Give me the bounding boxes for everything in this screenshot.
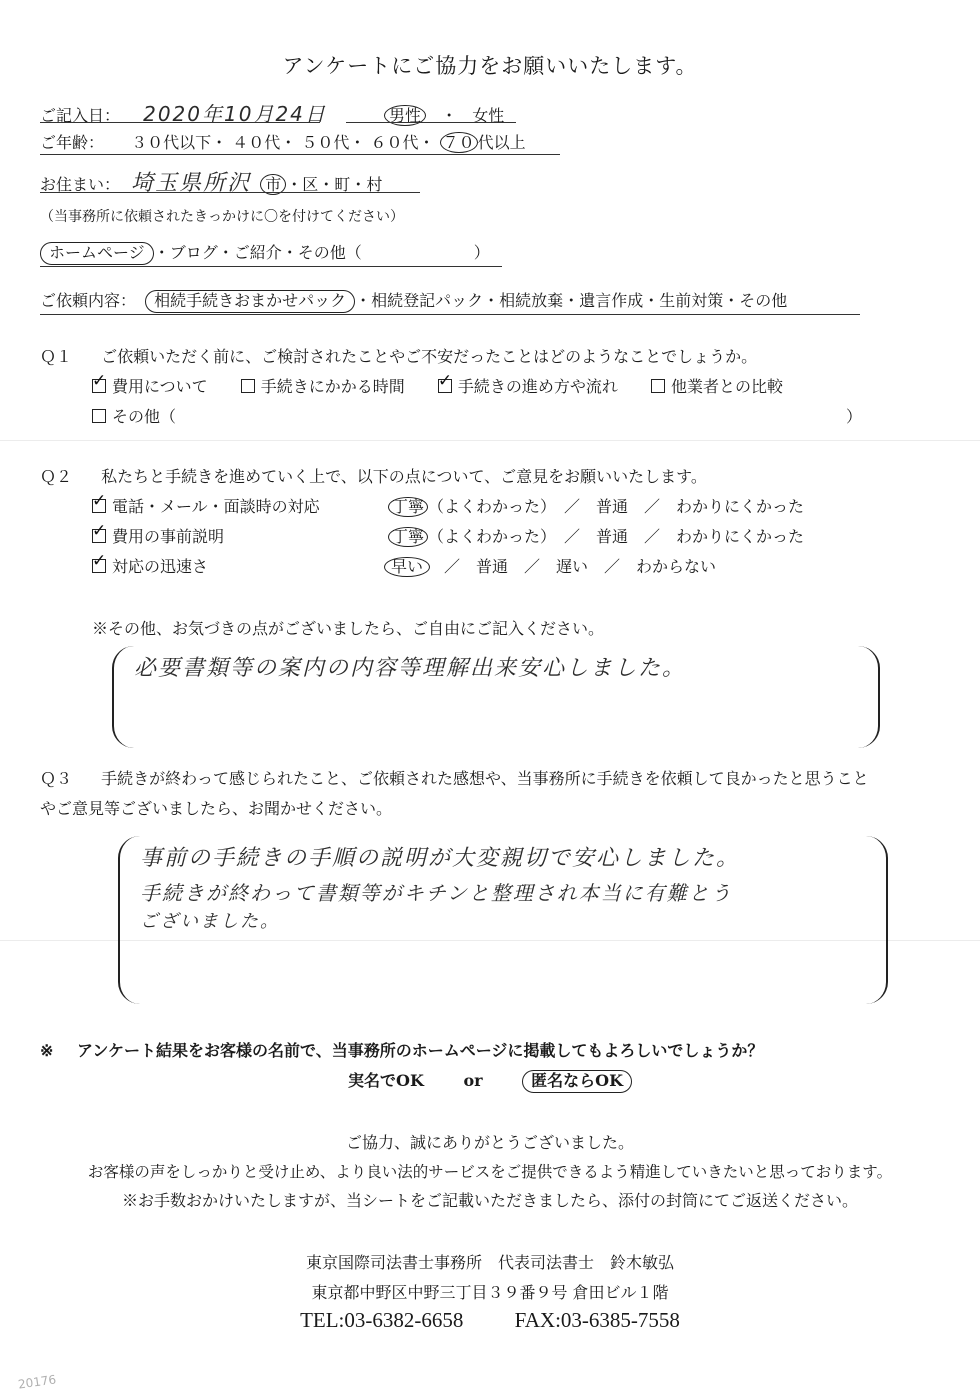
q2-rating-options: （よくわかった） ／ 普通 ／ わかりにくかった [428,527,805,546]
office-address: 東京都中野区中野三丁目３９番９号 倉田ビル１階 [311,1283,669,1302]
office-name: 東京国際司法書士事務所 代表司法書士 鈴木敏弘 [305,1253,674,1272]
office-contact [0,1308,980,1333]
q1-other-label: その他（ [112,407,177,426]
q1-option-process [438,374,618,397]
q1-options [92,374,811,397]
age-option-selected: ７０ 代以上 [440,133,526,152]
q3-number: Ｑ３ [40,769,73,788]
q2-rating [384,554,716,577]
q3-answer-box [118,836,888,1004]
handwritten-line: 必要書類等の案内の内容等理解出来安心しました。 [134,656,687,681]
entry-date-label: ご記入日： [40,106,121,125]
request-underline [40,314,860,315]
request-option-selected: 相続手続きおまかせパック [145,290,355,313]
q2-rating-selected: 早い [384,557,430,577]
address-unit-city: 市 [260,174,286,195]
q1-other [92,404,176,427]
scan-mark: 20176 [17,1372,57,1392]
address-separator: ・ [286,175,303,194]
request-separator: ・ [643,291,660,310]
q1-option-label: 費用について [112,377,208,396]
referral-option: ブログ [169,243,218,262]
checkbox-icon [92,379,106,393]
q2-comment-prompt: ※その他、お気づきの点がございましたら、ご自由にご記入ください。 [92,619,605,638]
request-option: 生前対策 [659,291,724,310]
fold-line [0,440,980,441]
q1-number: Ｑ１ [40,347,73,366]
q2-rating [388,494,804,517]
gender-male: 男性 [384,105,426,126]
age-separator: ・ [418,133,435,152]
gender-female: 女性 [472,106,505,125]
q1-option-time [241,374,405,397]
request-separator: ・ [723,291,740,310]
publish-options [0,1068,980,1093]
publish-option-real: 実名でOK [348,1071,424,1090]
checkbox-icon [241,379,255,393]
checkbox-icon [92,409,106,423]
q2-number: Ｑ２ [40,467,73,486]
q3-question-line1: 手続きが終わって感じられたこと、ご依頼された感想や、当事務所に手続きを依頼して良かったと思うこと [101,769,869,788]
request-option: 相続登記パック [371,291,484,310]
q1-option-label: 他業者との比較 [671,377,784,396]
request-separator: ・ [483,291,500,310]
publish-mark: ※ [40,1041,54,1060]
q1-option-label: 手続きの進め方や流れ [457,377,618,396]
q2-item [92,524,224,547]
gender-separator: ・ [441,106,458,125]
request-separator: ・ [563,291,580,310]
q2-rating-options: （よくわかった） ／ 普通 ／ わかりにくかった [428,497,805,516]
address-unit: 町 [334,175,351,194]
age-label: ご年齢： [40,133,105,152]
referral-instruction: （当事務所に依頼されたきっかけに〇を付けてください） [40,209,404,225]
publish-option-anon: 匿名ならOK [522,1070,632,1093]
q3-row [40,766,869,789]
age-option: ６０代 [370,133,419,152]
q3-question-line2: やご意見等ございましたら、お聞かせください。 [40,799,393,818]
referral-option: ご紹介 [233,243,282,262]
age-option: ５０代 [301,133,350,152]
q2-comment-box [112,646,880,748]
q2-comment-handwriting [134,652,860,686]
address-underline [40,192,420,193]
request-option: その他 [739,291,788,310]
age-separator: ・ [211,133,228,152]
handwritten-line: ございました。 [140,911,280,932]
age-separator: ・ [349,133,366,152]
q2-rating [388,524,804,547]
closing-line1: ご協力、誠にありがとうございました。 [345,1133,634,1152]
closing-line2: お客様の声をしっかりと受け止め、より良い法的サービスをご提供できるよう精進していきたいと思っております。 [87,1163,893,1181]
checkbox-icon [92,529,106,543]
address-label: お住まい： [40,175,121,194]
referral-separator: ・ [281,243,298,262]
referral-row [40,240,490,265]
entry-date-value: 2020年10月24日 [143,102,327,126]
referral-separator: ・ [153,243,170,262]
request-option: 遺言作成 [579,291,644,310]
checkbox-icon [438,379,452,393]
checkbox-icon [651,379,665,393]
q1-option-label: 手続きにかかる時間 [260,377,405,396]
q2-rating-selected: 丁寧 [388,497,428,517]
q2-item-label: 対応の迅速さ [112,557,209,576]
address-unit: 村 [366,175,383,194]
publish-question: アンケート結果をお客様の名前で、当事務所のホームページに掲載してもよろしいでしょうか？ [76,1041,764,1060]
office-tel: TEL:03-6382-6658 [300,1308,464,1332]
address-handwritten: 埼玉県所沢 [131,171,252,196]
request-option: 相続放棄 [499,291,564,310]
publish-or: or [463,1071,483,1090]
address-separator: ・ [350,175,367,194]
q2-row [40,464,707,487]
page-title: アンケートにご協力をお願いいたします。 [282,54,698,78]
age-option: ３０代以下 [131,133,212,152]
q1-question: ご依頼いただく前に、ご検討されたことやご不安だったことはどのようなことでしょうか。 [101,347,758,366]
request-row [40,288,787,313]
checkbox-icon [92,559,106,573]
q2-rating-options: ／ 普通 ／ 遅い ／ わからない [444,557,717,576]
closing-line3: ※お手数おかけいたしますが、当シートをご記載いただきましたら、添付の封筒にてご返送ください。 [121,1191,858,1210]
gender-underline [346,122,516,123]
handwritten-line: 事前の手続きの手順の説明が大変親切で安心しました。 [140,846,741,871]
request-separator: ・ [355,291,372,310]
referral-separator: ・ [217,243,234,262]
handwritten-line: 手続きが終わって書類等がキチンと整理され本当に有難とう [140,881,733,905]
q2-item-label: 費用の事前説明 [112,527,225,546]
q3-answer-handwriting [140,842,868,934]
referral-option-selected: ホームページ [40,242,154,265]
referral-option: その他（ ） [297,243,490,262]
q1-row [40,344,757,367]
request-label: ご依頼内容： [40,291,137,310]
age-underline [40,154,560,155]
q1-option-compare [651,374,783,397]
checkbox-icon [92,499,106,513]
address-separator: ・ [318,175,335,194]
q2-item-label: 電話・メール・面談時の対応 [112,497,320,516]
q2-item [92,494,320,517]
age-option: ４０代 [232,133,281,152]
entry-date-underline [40,122,320,123]
office-fax: FAX:03-6385-7558 [514,1308,680,1332]
q2-rating-selected: 丁寧 [388,527,428,547]
publish-row [40,1038,763,1061]
q2-question: 私たちと手続きを進めていく上で、以下の点について、ご意見をお願いいたします。 [101,467,707,486]
q1-option-cost [92,374,208,397]
q1-other-close: ） [846,407,863,426]
q2-item [92,554,208,577]
referral-underline [40,266,502,267]
age-row [40,130,526,153]
age-separator: ・ [280,133,297,152]
address-unit: 区 [302,175,319,194]
